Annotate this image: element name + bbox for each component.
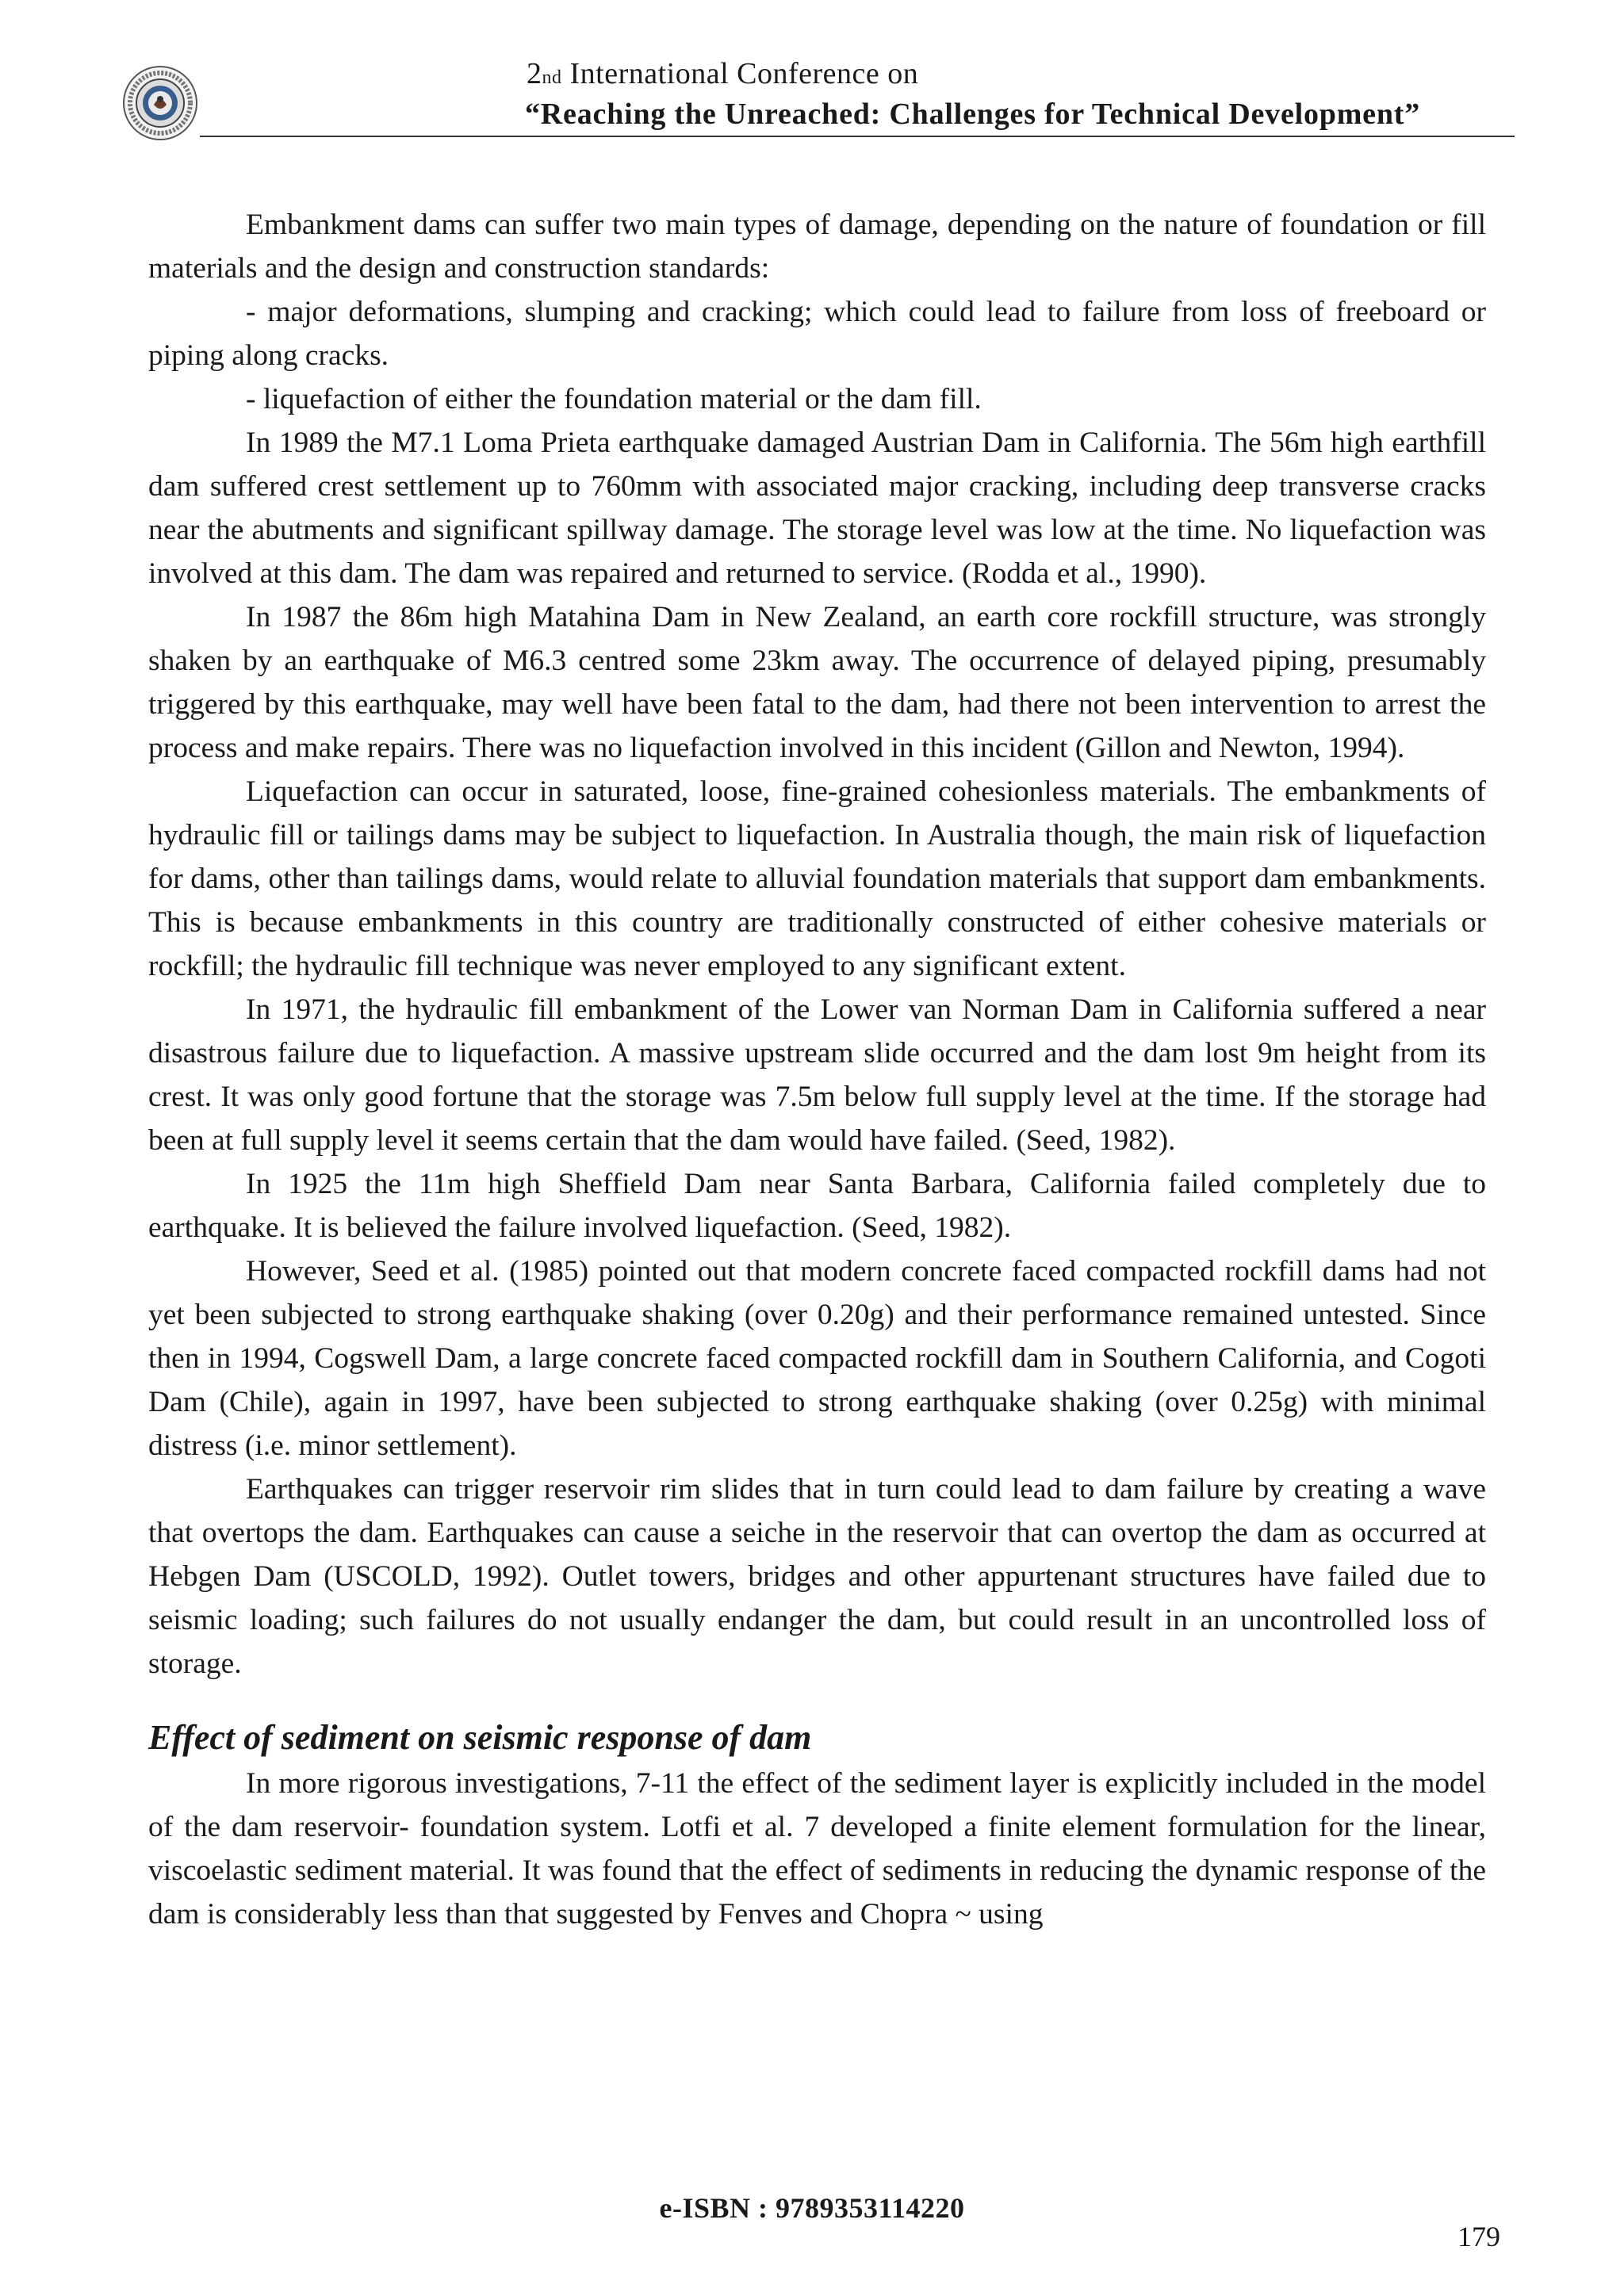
conference-seal-icon <box>122 65 198 141</box>
conference-ordinal-suffix: nd <box>542 67 562 88</box>
page-number: 179 <box>1457 2221 1500 2252</box>
paragraph: However, Seed et al. (1985) pointed out that modern concrete faced compacted rockfill dams had not yet been subjected to strong earthquake shaking (over 0.20g) and their performance remained untested. Since then in 1994, Cogswell Dam, a large concrete faced compacted rockfill dam in Southern California, and Cogoti Dam (Chile), again in 1997, have been subjected to strong earthquake shaking (over 0.25g) with minimal distress (i.e. minor settlement). <box>148 1255 1486 1462</box>
paragraph: Earthquakes can trigger reservoir rim slides that in turn could lead to dam failure by creating a wave that overtops the dam. Earthquakes can cause a seiche in the reservoir that can overtop the dam as occurred at Hebgen Dam (USCOLD, 1992). Outlet towers, bridges and other appurtenant structures have failed due to seismic loading; such failures do not usually endanger the dam, but could result in an uncontrolled loss of storage. <box>148 1473 1486 1680</box>
conference-header-text <box>525 55 1515 132</box>
list-item: - liquefaction of either the foundation material or the dam fill. <box>246 383 982 415</box>
paragraph: Liquefaction can occur in saturated, loose, fine-grained cohesionless materials. The embankments of hydraulic fill or tailings dams may be subject to liquefaction. In Australia though, the main risk of liquefaction for dams, other than tailings dams, would relate to alluvial foundation materials that support dam embankments. This is because embankments in this country are traditionally constructed of either cohesive materials or rockfill; the hydraulic fill technique was never employed to any significant extent. <box>148 775 1486 982</box>
body-text <box>148 203 1486 1936</box>
conference-title: “Reaching the Unreached: Challenges for Technical Development” <box>525 98 1421 131</box>
conference-ordinal: 2 <box>527 57 542 90</box>
conference-name: International Conference on <box>569 57 919 90</box>
paragraph: In 1989 the M7.1 Loma Prieta earthquake damaged Austrian Dam in California. The 56m high earthfill dam suffered crest settlement up to 760mm with associated major cracking, including deep transverse cracks near the abutments and significant spillway damage. The storage level was low at the time. No liquefaction was involved at this dam. The dam was repaired and returned to service. (Rodda et al., 1990). <box>148 427 1486 590</box>
conference-line <box>525 55 1515 96</box>
paragraph: In 1925 the 11m high Sheffield Dam near Santa Barbara, California failed completely due to earthquake. It is believed the failure involved liquefaction. (Seed, 1982). <box>148 1168 1486 1244</box>
section-heading: Effect of sediment on seismic response of dam <box>148 1718 812 1757</box>
paragraph: Embankment dams can suffer two main types of damage, depending on the nature of foundation or fill materials and the design and construction standards: <box>148 209 1486 285</box>
page-header <box>119 51 1515 138</box>
paragraph: In 1987 the 86m high Matahina Dam in New Zealand, an earth core rockfill structure, was strongly shaken by an earthquake of M6.3 centred some 23km away. The occurrence of delayed piping, presumably triggered by this earthquake, may well have been fatal to the dam, had there not been intervention to arrest the process and make repairs. There was no liquefaction involved in this incident (Gillon and Newton, 1994). <box>148 601 1486 764</box>
paragraph: In 1971, the hydraulic fill embankment of the Lower van Norman Dam in California suffered a near disastrous failure due to liquefaction. A massive upstream slide occurred and the dam lost 9m height from its crest. It was only good fortune that the storage was 7.5m below full supply level at the time. If the storage had been at full supply level it seems certain that the dam would have failed. (Seed, 1982). <box>148 993 1486 1157</box>
header-divider <box>200 136 1515 137</box>
paragraph: In more rigorous investigations, 7-11 the effect of the sediment layer is explicitly included in the model of the dam reservoir- foundation system. Lotfi et al. 7 developed a finite element formulation for the linear, viscoelastic sediment material. It was found that the effect of sediments in reducing the dynamic response of the dam is considerably less than that suggested by Fenves and Chopra ~ using <box>148 1767 1486 1931</box>
list-item: - major deformations, slumping and cracking; which could lead to failure from loss of freeboard or piping along cracks. <box>148 296 1486 372</box>
isbn-footer: e-ISBN : 9789353114220 <box>659 2192 965 2224</box>
